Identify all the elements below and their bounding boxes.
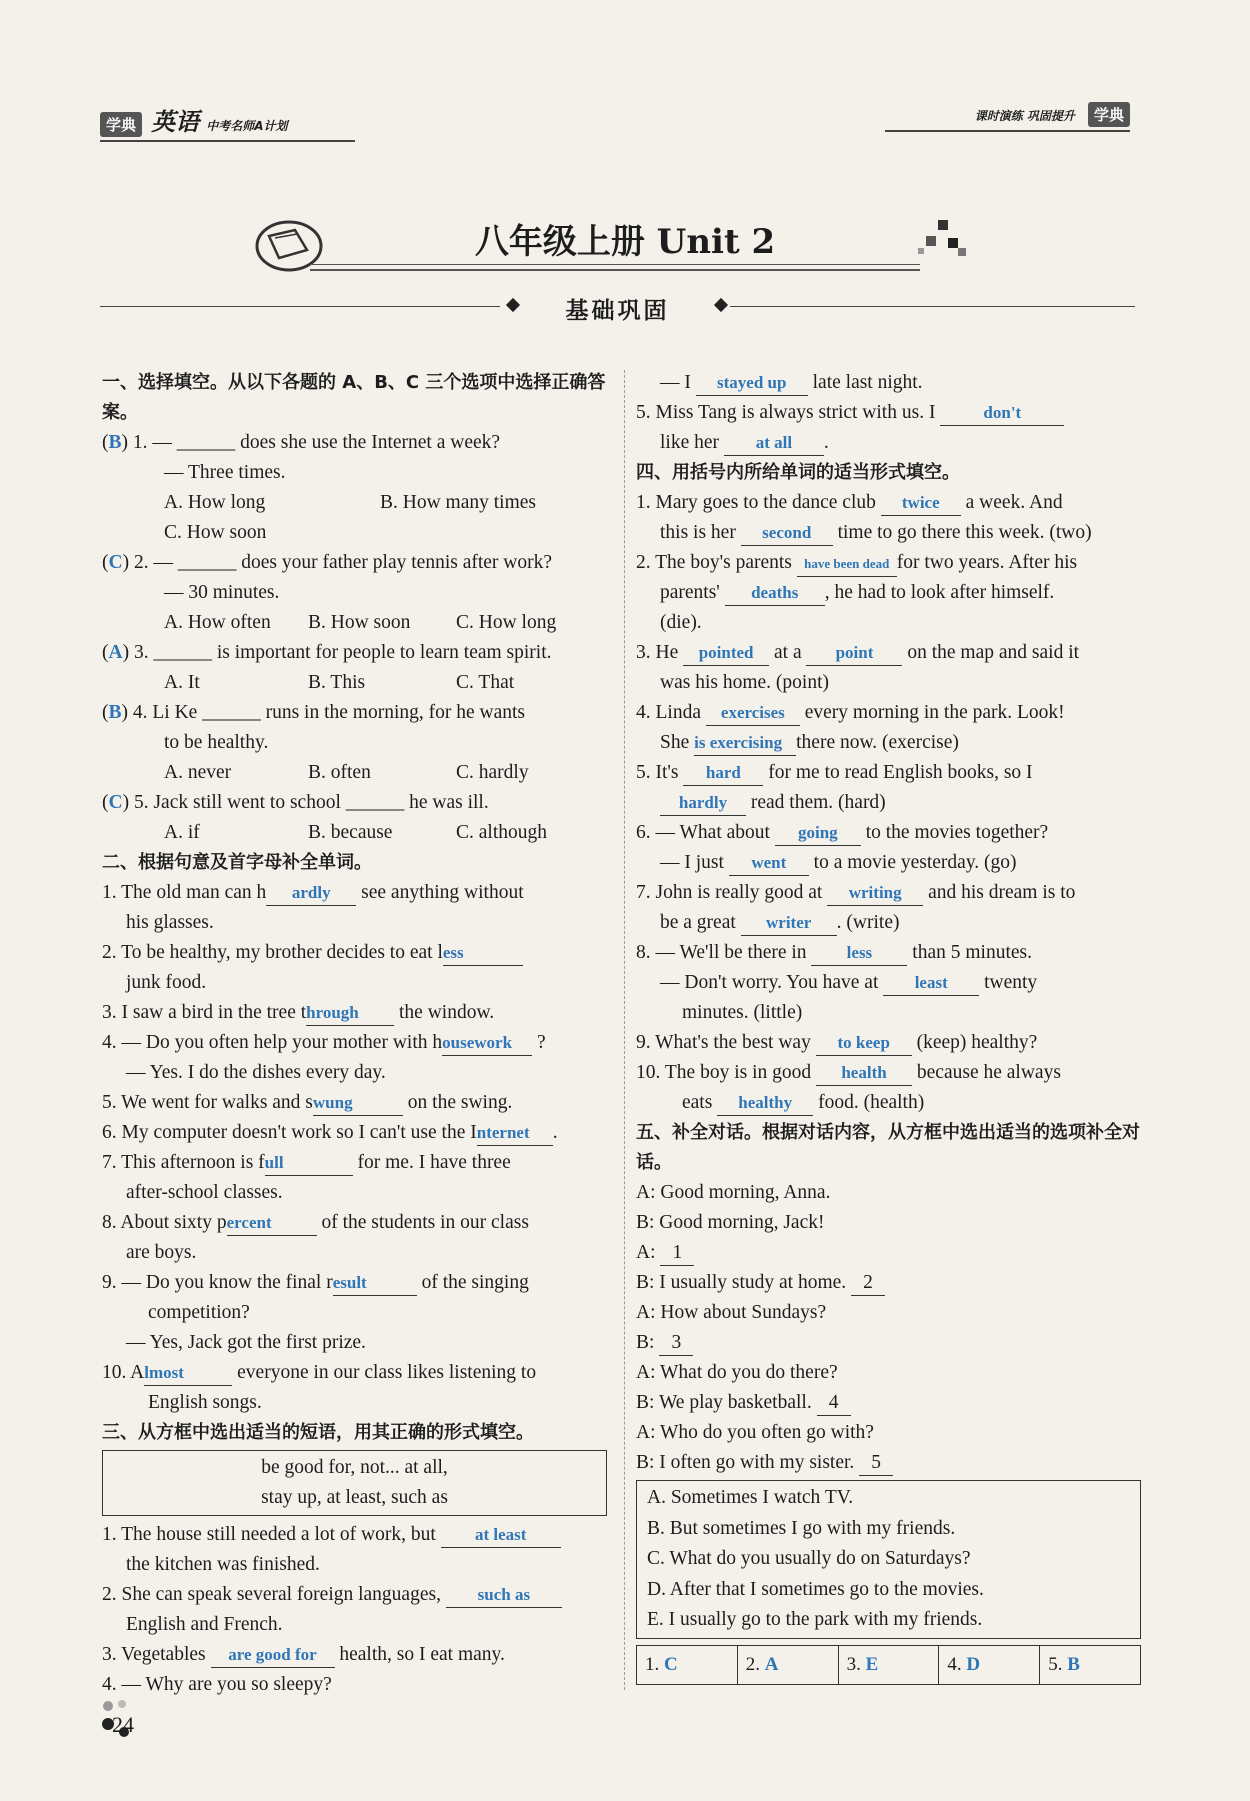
phrase-box: [102, 1450, 607, 1516]
question-text: 1. — ______ does she use the Internet a week?: [132, 432, 501, 453]
question-text: eats: [682, 1092, 713, 1113]
dialogue-line: A: How about Sundays?: [636, 1302, 827, 1323]
question: [636, 1058, 1141, 1088]
question-text: at a: [774, 642, 802, 663]
answer-blank: twice: [881, 491, 961, 516]
question-text: 3. He: [636, 642, 679, 663]
question-text: 5. It's: [636, 762, 679, 783]
option: B. How soon: [308, 612, 411, 633]
question: [636, 1028, 1141, 1058]
question: [102, 1268, 607, 1298]
question-reply: [636, 848, 1141, 878]
question-text: 2. — ______ does your father play tennis after work?: [133, 552, 553, 573]
question-text: 2. She can speak several foreign languages,: [102, 1584, 441, 1605]
question-text: be a great: [660, 912, 736, 933]
question-text: the window.: [399, 1002, 495, 1023]
options: [102, 488, 607, 518]
dialogue-line: A: Who do you often go with?: [636, 1422, 874, 1443]
option: C. How soon: [164, 522, 267, 543]
answer-cell: [839, 1646, 940, 1684]
option-item: B. But sometimes I go with my friends.: [647, 1517, 956, 1539]
options: [102, 608, 607, 638]
question: (C) 2. — ______ does your father play tennis after work?: [102, 552, 553, 573]
question-text: for two years. After his: [896, 552, 1078, 573]
question-text: 3. Vegetables: [102, 1644, 206, 1665]
question-text: there now. (exercise): [796, 732, 959, 753]
answer-blank: don't: [940, 401, 1064, 426]
answer-blank: have been dead: [797, 552, 897, 577]
answer-num: 2.: [745, 1653, 761, 1675]
question-text: (keep) healthy?: [916, 1032, 1038, 1053]
question-text: 5. Jack still went to school ______ he was ill.: [133, 792, 489, 813]
phrase-line: be good for, not... at all,: [261, 1457, 448, 1478]
question-continuation: (die).: [660, 612, 702, 633]
answer-blank: hardly: [660, 791, 746, 816]
answer-blank: lmost: [144, 1361, 232, 1386]
question-text: because he always: [916, 1062, 1061, 1083]
dialogue-blank: 5: [859, 1451, 893, 1476]
answer-cell: [1040, 1646, 1140, 1684]
answer-value: A: [764, 1653, 779, 1675]
answer-blank: such as: [446, 1583, 562, 1608]
answer-blank: health: [816, 1061, 912, 1086]
answer-blank: hrough: [306, 1001, 394, 1026]
part3-heading: 三、从方框中选出适当的短语，用其正确的形式填空。: [102, 1422, 534, 1443]
answer-blank: point: [806, 641, 902, 666]
question-text: She: [660, 732, 690, 753]
question-text: 9. What's the best way: [636, 1032, 811, 1053]
question: [636, 698, 1141, 728]
question-text: 7. John is really good at: [636, 882, 823, 903]
answer-blank: deaths: [725, 581, 825, 606]
unit-title: 八年级上册 Unit 2: [474, 222, 776, 262]
answer-blank: least: [883, 971, 979, 996]
dialogue-blank: 4: [817, 1391, 851, 1416]
option: C. That: [456, 672, 515, 693]
option-item: D. After that I sometimes go to the movies.: [647, 1578, 984, 1600]
question-continuation: his glasses.: [126, 912, 214, 933]
dialogue-text: B: I usually study at home.: [636, 1272, 847, 1293]
question-continuation: [636, 428, 1141, 458]
answer-num: 4.: [947, 1653, 962, 1675]
question: [102, 1580, 607, 1610]
question-text: for me to read English books, so I: [768, 762, 1033, 783]
question-text: late last night.: [812, 372, 923, 393]
answer-blank: ardly: [266, 881, 356, 906]
answer-blank: hard: [683, 761, 763, 786]
brand-logo: 学典: [100, 112, 142, 137]
question-continuation: English and French.: [126, 1614, 283, 1635]
question-text: . (write): [836, 912, 900, 933]
section-line-right: [730, 306, 1135, 307]
brand-logo-right: 学典: [1088, 102, 1130, 127]
answer-value: D: [966, 1653, 981, 1675]
question-text: .: [552, 1122, 558, 1143]
question-reply: [636, 368, 1141, 398]
answer-value: E: [865, 1653, 879, 1675]
question-text: 4. Li Ke ______ runs in the morning, for he wants: [132, 702, 525, 723]
question-text: 4. — Why are you so sleepy?: [102, 1674, 332, 1695]
page-number: 24: [112, 1712, 134, 1737]
question-text: like her: [660, 432, 720, 453]
question-text: , he had to look after himself.: [824, 582, 1055, 603]
question: [102, 1118, 607, 1148]
answer-choice: C: [108, 792, 123, 813]
question-continuation: [636, 1088, 1141, 1118]
dialogue-text: B: We play basketball.: [636, 1392, 812, 1413]
answer-blank: wung: [313, 1091, 403, 1116]
question: [102, 1148, 607, 1178]
question-text: 8. About sixty p: [102, 1212, 227, 1233]
question-text: 5. Miss Tang is always strict with us. I: [636, 402, 936, 423]
dialogue-line: [636, 1328, 1141, 1358]
dialogue-text: B:: [636, 1332, 655, 1353]
question-text: 9. — Do you know the final r: [102, 1272, 333, 1293]
question-text: to the movies together?: [865, 822, 1049, 843]
question-continuation: [636, 728, 1141, 758]
option-item: E. I usually go to the park with my friends.: [647, 1609, 983, 1630]
question-text: 4. — Do you often help your mother with h: [102, 1032, 443, 1053]
question-continuation: [636, 908, 1141, 938]
question-text: 5. We went for walks and s: [102, 1092, 313, 1113]
part4-heading: 四、用括号内所给单词的适当形式填空。: [636, 462, 960, 483]
header-right-brand: [885, 102, 1130, 132]
question-text: this is her: [660, 522, 736, 543]
question: (B) 4. Li Ke ______ runs in the morning, for he wants: [102, 702, 525, 723]
question-text: 2. To be healthy, my brother decides to eat l: [102, 942, 443, 963]
question: [636, 818, 1141, 848]
dialogue-line: [636, 1448, 1141, 1478]
question-continuation: competition?: [148, 1302, 250, 1323]
answer-grid: [636, 1645, 1141, 1685]
phrase-line: stay up, at least, such as: [261, 1487, 448, 1508]
option: A. never: [164, 762, 232, 783]
answer-blank: stayed up: [696, 371, 808, 396]
question-text: see anything without: [361, 882, 524, 903]
question: [636, 398, 1141, 428]
question: [636, 878, 1141, 908]
part5-heading: 五、补全对话。根据对话内容，从方框中选出适当的选项补全对话。: [636, 1122, 1140, 1173]
question: [102, 1088, 607, 1118]
question-continuation: junk food.: [126, 972, 207, 993]
question-continuation: was his home. (point): [660, 672, 829, 693]
question: [636, 488, 1141, 518]
options: [102, 818, 607, 848]
question-text: twenty: [984, 972, 1038, 993]
answer-blank: ess: [443, 941, 523, 966]
column-divider: [624, 370, 625, 1690]
dialogue-text: B: I often go with my sister.: [636, 1452, 855, 1473]
question-text: and his dream is to: [928, 882, 1076, 903]
answer-value: B: [1067, 1653, 1080, 1675]
question-text: 6. My computer doesn't work so I can't use the I: [102, 1122, 477, 1143]
question-continuation: English songs.: [148, 1392, 262, 1413]
question-text: 10. A: [102, 1362, 145, 1383]
question-text: 1. The old man can h: [102, 882, 267, 903]
question-text: 2. The boy's parents: [636, 552, 792, 573]
answer-blank: healthy: [717, 1091, 813, 1116]
dialogue-blank: 3: [659, 1331, 693, 1356]
question: [102, 938, 607, 968]
question-text: 4. Linda: [636, 702, 701, 723]
answer-blank: second: [741, 521, 833, 546]
answer-blank: ercent: [227, 1211, 317, 1236]
answer-blank: esult: [333, 1271, 417, 1296]
question-text: food. (health): [818, 1092, 925, 1113]
dialogue-line: [636, 1238, 1141, 1268]
question-reply: — Yes, Jack got the first prize.: [126, 1332, 366, 1353]
question: [102, 1358, 607, 1388]
question-continuation: are boys.: [126, 1242, 197, 1263]
part2-heading: 二、根据句意及首字母补全单词。: [102, 852, 372, 873]
answer-blank: less: [811, 941, 907, 966]
question: [636, 548, 1141, 578]
answer-choice: A: [108, 642, 123, 663]
question-continuation: minutes. (little): [682, 1002, 803, 1023]
question-text: 3. ______ is important for people to learn team spirit.: [133, 642, 552, 663]
question: [102, 1640, 607, 1670]
question-reply: — 30 minutes.: [164, 582, 280, 603]
question: (A) 3. ______ is important for people to learn team spirit.: [102, 642, 552, 663]
dialogue-line: B: Good morning, Jack!: [636, 1212, 825, 1233]
answer-blank: exercises: [706, 701, 800, 726]
option: C. hardly: [456, 762, 529, 783]
options: [102, 668, 607, 698]
options-box: [636, 1480, 1141, 1639]
question-text: a week. And: [965, 492, 1063, 513]
question: [102, 1520, 607, 1550]
answer-num: 3.: [846, 1653, 861, 1675]
answer-blank: pointed: [683, 641, 769, 666]
answer-choice: B: [108, 432, 122, 453]
question-reply: [636, 968, 1141, 998]
question-text: on the swing.: [407, 1092, 513, 1113]
question-text: to a movie yesterday. (go): [813, 852, 1017, 873]
decor-squares-icon: [918, 220, 968, 260]
question-continuation: [636, 518, 1141, 548]
answer-blank: is exercising: [694, 731, 796, 756]
question-text: health, so I eat many.: [339, 1644, 505, 1665]
dialogue-line: [636, 1268, 1141, 1298]
option-item: A. Sometimes I watch TV.: [647, 1487, 854, 1508]
answer-blank: are good for: [211, 1643, 335, 1668]
option: B. How many times: [380, 492, 536, 513]
question-text: — Don't worry. You have at: [660, 972, 879, 993]
question-text: ?: [537, 1032, 546, 1053]
answer-blank: at all: [724, 431, 824, 456]
option: B. often: [308, 762, 371, 783]
question-text: .: [823, 432, 829, 453]
section-title: 基础巩固: [565, 298, 670, 324]
answer-blank: writing: [827, 881, 923, 906]
option: C. although: [456, 822, 547, 843]
answer-cell: [637, 1646, 738, 1684]
question: (B) 1. — ______ does she use the Internet a week?: [102, 432, 501, 453]
question-text: of the singing: [421, 1272, 529, 1293]
dialogue-line: [636, 1388, 1141, 1418]
answer-blank: ousework: [442, 1031, 532, 1056]
question-text: — I: [660, 372, 691, 393]
brand-subtitle: 中考名师A计划: [206, 119, 288, 133]
question-text: — I just: [660, 852, 724, 873]
dialogue-blank: 2: [851, 1271, 885, 1296]
option: C. How long: [456, 612, 557, 633]
dialogue-text: A:: [636, 1242, 656, 1263]
question-text: than 5 minutes.: [912, 942, 1032, 963]
answer-choice: B: [108, 702, 122, 723]
question-text: everyone in our class likes listening to: [237, 1362, 537, 1383]
answer-cell: [939, 1646, 1040, 1684]
answer-choice: C: [108, 552, 123, 573]
answer-blank: went: [729, 851, 809, 876]
answer-num: 1.: [645, 1653, 660, 1675]
answer-blank: nternet: [477, 1121, 553, 1146]
option: B. because: [308, 822, 393, 843]
question-continuation: to be healthy.: [164, 732, 269, 753]
option: A. How long: [164, 492, 266, 513]
answer-value: C: [664, 1653, 678, 1675]
option-item: C. What do you usually do on Saturdays?: [647, 1548, 971, 1569]
question: [102, 1670, 607, 1700]
answer-num: 5.: [1048, 1653, 1063, 1675]
question-text: every morning in the park. Look!: [804, 702, 1065, 723]
question-text: 8. — We'll be there in: [636, 942, 807, 963]
answer-blank: ull: [265, 1151, 353, 1176]
question: [102, 998, 607, 1028]
brand-title: 英语: [151, 108, 200, 136]
question-text: time to go there this week. (two): [837, 522, 1092, 543]
question: [102, 878, 607, 908]
question-text: parents': [660, 582, 720, 603]
option: A. How often: [164, 612, 271, 633]
question-continuation: the kitchen was finished.: [126, 1554, 320, 1575]
question: (C) 5. Jack still went to school ______ he was ill.: [102, 792, 489, 813]
header-left-brand: [100, 102, 355, 142]
question: [102, 1208, 607, 1238]
right-column: [636, 368, 1141, 1685]
question-text: 7. This afternoon is f: [102, 1152, 265, 1173]
question-reply: — Yes. I do the dishes every day.: [126, 1062, 386, 1083]
question-text: 1. Mary goes to the dance club: [636, 492, 876, 513]
option: A. It: [164, 672, 200, 693]
question-text: on the map and said it: [907, 642, 1080, 663]
question-text: 10. The boy is in good: [636, 1062, 812, 1083]
dialogue-line: A: What do you do there?: [636, 1362, 838, 1383]
question-text: 3. I saw a bird in the tree t: [102, 1002, 307, 1023]
question-text: 1. The house still needed a lot of work, but: [102, 1524, 436, 1545]
question-continuation: [636, 578, 1141, 608]
question: [636, 938, 1141, 968]
answer-blank: going: [775, 821, 861, 846]
answer-cell: [738, 1646, 839, 1684]
answer-blank: to keep: [816, 1031, 912, 1056]
option: A. if: [164, 822, 200, 843]
answer-blank: writer: [741, 911, 837, 936]
question: [636, 758, 1141, 788]
question-text: for me. I have three: [357, 1152, 511, 1173]
question: [102, 1028, 607, 1058]
part1-heading: 一、选择填空。从以下各题的 A、B、C 三个选项中选择正确答案。: [102, 372, 606, 423]
dialogue-line: A: Good morning, Anna.: [636, 1182, 831, 1203]
question: [636, 638, 1141, 668]
question-continuation: [636, 788, 1141, 818]
question-text: of the students in our class: [321, 1212, 529, 1233]
dialogue-blank: 1: [660, 1241, 694, 1266]
answer-blank: at least: [441, 1523, 561, 1548]
options: [102, 758, 607, 788]
question-text: read them. (hard): [750, 792, 886, 813]
option: B. This: [308, 672, 366, 693]
question-text: 6. — What about: [636, 822, 770, 843]
question-reply: — Three times.: [164, 462, 286, 483]
title-underline: [310, 264, 920, 271]
question-continuation: after-school classes.: [126, 1182, 283, 1203]
header-right-subtitle: 课时演练 巩固提升: [974, 109, 1075, 123]
left-column: [102, 368, 607, 1700]
